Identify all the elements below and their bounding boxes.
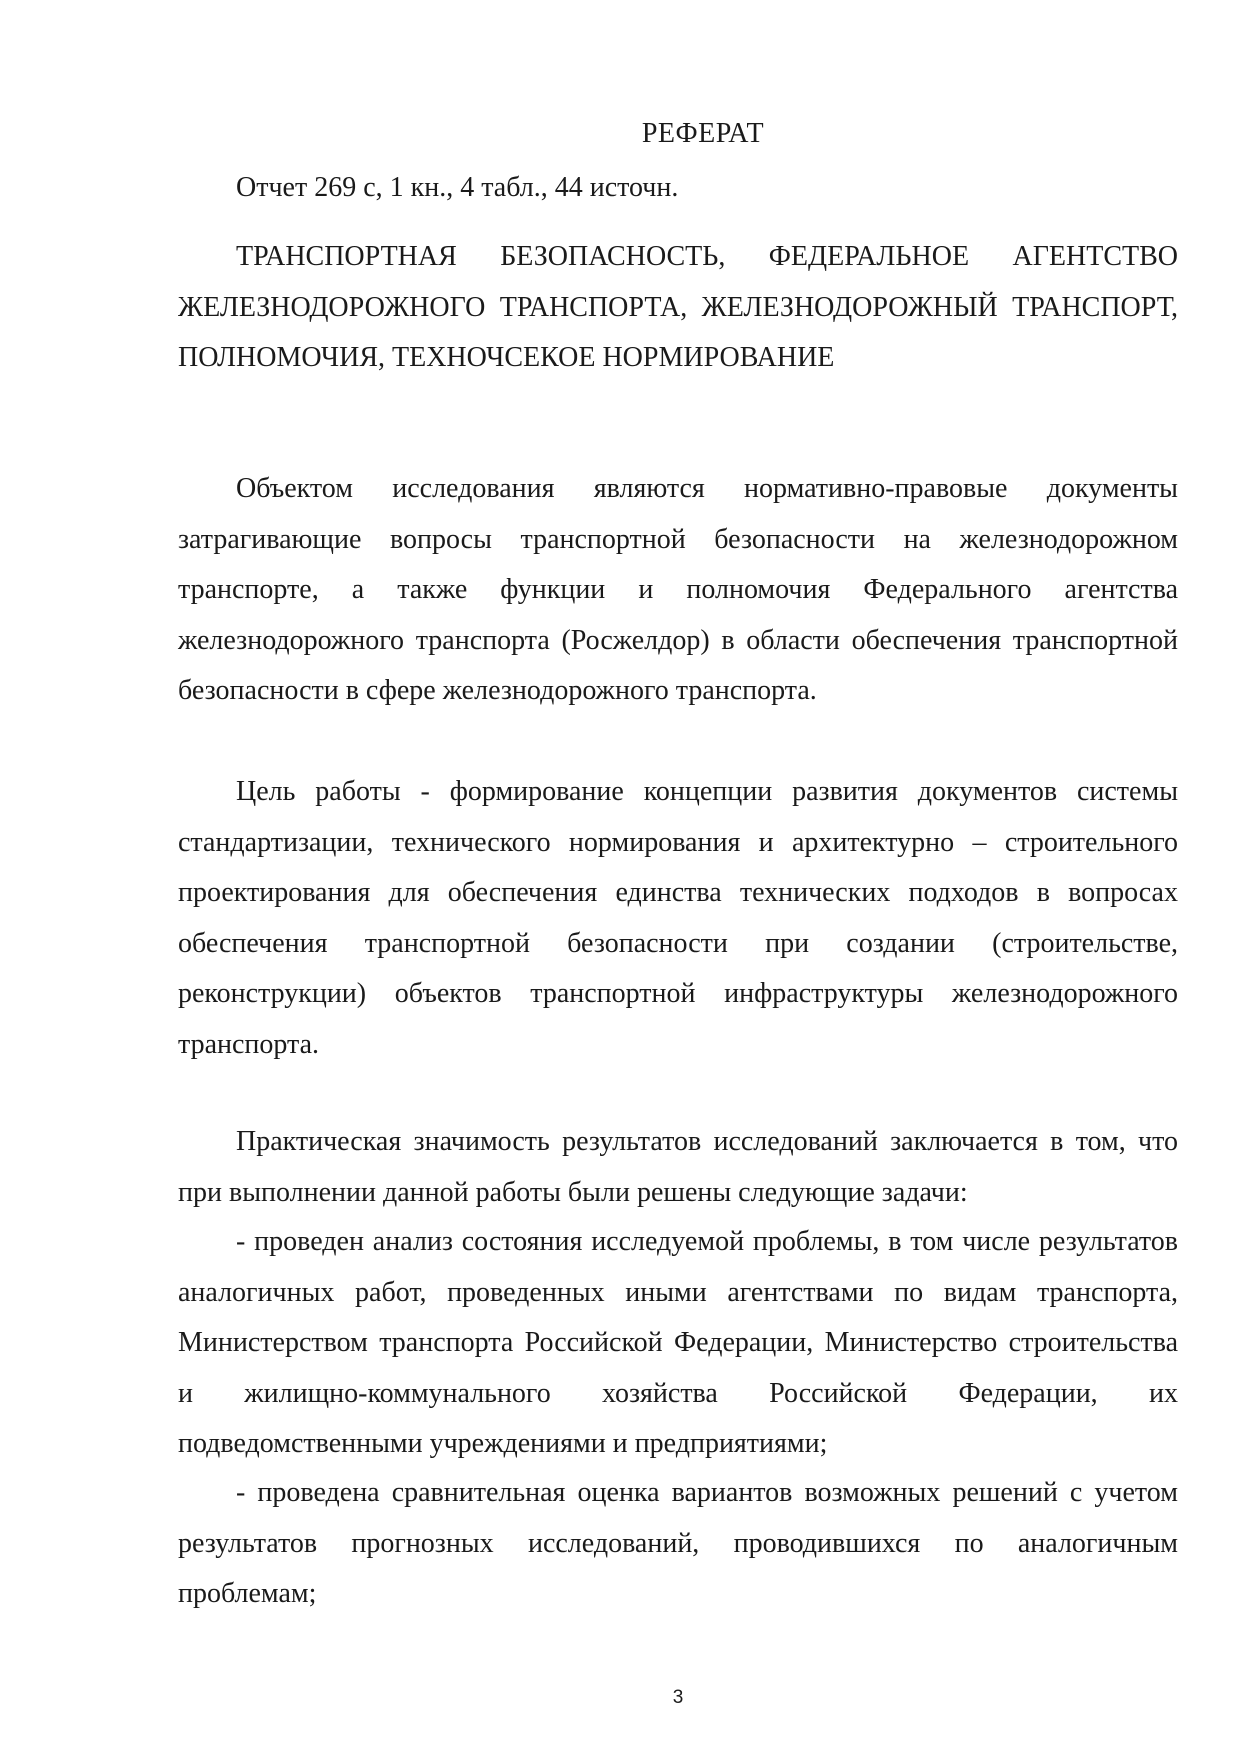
research-goal-paragraph: Цель работы - формирование концепции развития документов системы стандартизации, технического нормирования и архитектурно – строительного проектирования для обеспечения единства технических подходов в вопросах обеспечения транспортной безопасности при создании (строительстве, реконструкции) объектов транспортной инфраструктуры железнодорожного транспорта. [178,776,1178,1060]
report-summary: Отчет 269 с, 1 кн., 4 табл., 44 источн. [236,172,679,203]
page-number: 3 [672,1687,684,1708]
research-object-paragraph: Объектом исследования являются нормативно-правовые документы затрагивающие вопросы транспортной безопасности на железнодорожном транспорте, а также функции и полномочия Федерального агентства железнодорожного транспорта (Росжелдор) в области обеспечения транспортной безопасности в сфере железнодорожного транспорта. [178,473,1178,706]
task-list-item: - проведен анализ состояния исследуемой проблемы, в том числе результатов аналогичных работ, проведенных иными агентствами по видам транспорта, Министерством транспорта Российской Федерации, Министерство строительства и жилищно-коммунального хозяйства Российской Федерации, их подведомственными учреждениями и предприятиями; [178,1226,1178,1459]
task-list-item: - проведена сравнительная оценка вариантов возможных решений с учетом результатов прогнозных исследований, проводившихся по аналогичным проблемам; [178,1477,1178,1609]
keywords-paragraph: ТРАНСПОРТНАЯ БЕЗОПАСНОСТЬ, ФЕДЕРАЛЬНОЕ АГЕНТСТВО ЖЕЛЕЗНОДОРОЖНОГО ТРАНСПОРТА, ЖЕЛЕЗНОДОРОЖНЫЙ ТРАНСПОРТ, ПОЛНОМОЧИЯ, ТЕХНОЧСЕКОЕ НОРМИРОВАНИЕ [178,241,1178,373]
document-title: РЕФЕРАТ [641,118,765,149]
practical-significance-paragraph: Практическая значимость результатов исследований заключается в том, что при выполнении данной работы были решены следующие задачи: [178,1126,1178,1208]
